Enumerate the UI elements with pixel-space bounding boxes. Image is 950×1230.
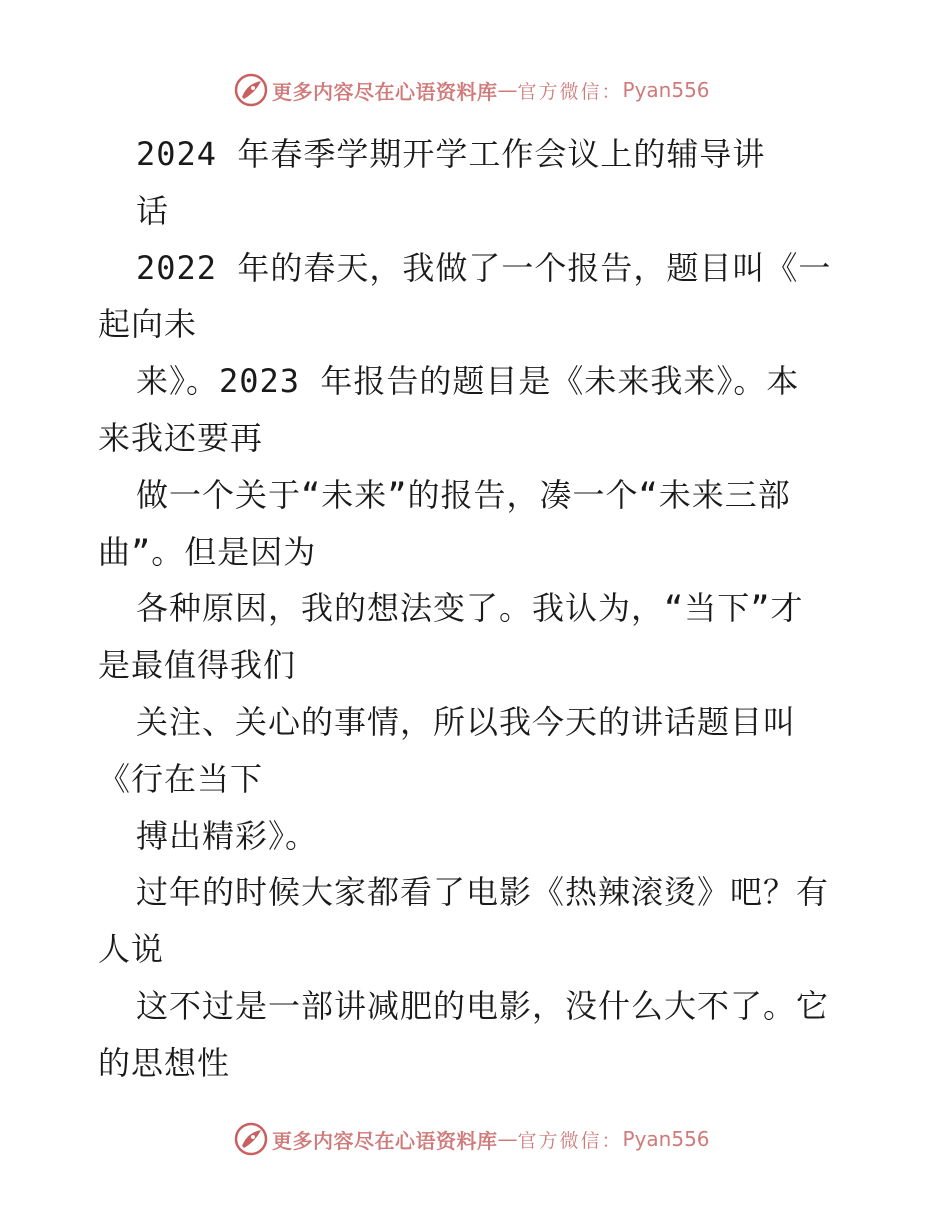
text-line: 曲”。但是因为 <box>98 532 317 571</box>
pen-nib-logo-icon <box>234 1122 268 1156</box>
text-line: 搏出精彩》。 <box>136 816 319 855</box>
header-dash: — <box>497 78 518 102</box>
document-body <box>98 126 858 1092</box>
text-line: 2024 年春季学期开学工作会议上的辅导讲 <box>136 135 766 173</box>
text-line: 来》。2023 年报告的题目是《未来我来》。本 <box>136 362 800 401</box>
text-line: 这不过是一部讲减肥的电影，没什么大不了。它 <box>136 986 830 1025</box>
pen-nib-logo-icon <box>234 73 268 107</box>
text-line: 话 <box>136 191 170 230</box>
text-line: 是最值得我们 <box>98 646 297 685</box>
text-line: 来我还要再 <box>98 418 264 457</box>
text-line: 2022 年的春天，我做了一个报告，题目叫《一 <box>136 248 832 287</box>
text-line: 各种原因，我的想法变了。我认为，“当下”才 <box>136 589 804 628</box>
footer-banner <box>234 1121 710 1157</box>
text-line: 《行在当下 <box>98 759 264 798</box>
footer-contact-label: 官方微信： <box>517 1129 623 1152</box>
text-line: 过年的时候大家都看了电影《热辣滚烫》吧？有 <box>136 873 830 912</box>
header-contact-id: Pyan556 <box>622 78 710 102</box>
footer-dash: — <box>497 1127 518 1151</box>
footer-contact-id: Pyan556 <box>622 1127 710 1151</box>
header-banner <box>234 72 710 108</box>
text-line: 人说 <box>98 930 165 969</box>
footer-brand-text: 更多内容尽在心语资料库 <box>272 1128 498 1153</box>
text-line: 做一个关于“未来”的报告，凑一个“未来三部 <box>136 475 791 514</box>
header-contact-label: 官方微信： <box>517 80 623 103</box>
header-brand-text: 更多内容尽在心语资料库 <box>272 79 498 104</box>
text-line: 起向未 <box>98 305 198 344</box>
text-line: 的思想性 <box>98 1043 231 1082</box>
text-line: 关注、关心的事情，所以我今天的讲话题目叫 <box>136 702 797 741</box>
